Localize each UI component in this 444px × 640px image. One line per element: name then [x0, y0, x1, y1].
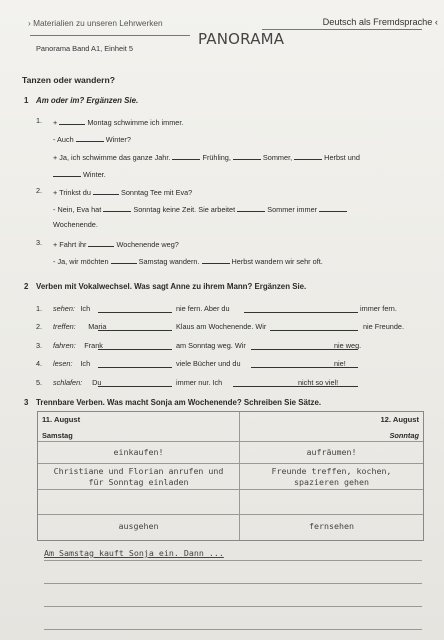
table-rule [38, 441, 423, 442]
answer-blank[interactable] [53, 168, 81, 177]
ex1-item-1-line-4: Winter. [53, 168, 106, 179]
answer-blank[interactable] [244, 304, 358, 313]
ex1-item-1-line-2: - Auch Winter? [53, 135, 131, 144]
writing-line[interactable] [44, 629, 422, 630]
exercise-3-heading: Trennbare Verben. Was macht Sonja am Wochenende? Schreiben Sie Sätze. [36, 398, 322, 407]
ex2-row-end: nie Freunde. [363, 322, 404, 331]
writing-line[interactable] [44, 560, 422, 561]
exercise-2-number: 2 [24, 282, 29, 291]
answer-blank[interactable] [294, 151, 322, 160]
ex1-item-2-line-2: - Nein, Eva hat Sonntag keine Zeit. Sie arbeitet Sommer immer [53, 203, 347, 214]
table-rule [38, 514, 423, 515]
answer-blank[interactable] [172, 151, 200, 160]
exercise-3-number: 3 [24, 398, 29, 407]
answer-blank[interactable] [98, 304, 172, 313]
right-day: Sonntag [389, 431, 419, 440]
left-day: Samstag [42, 431, 73, 440]
left-cell-4: ausgehen [118, 521, 159, 531]
header-left-text: › Materialien zu unseren Lehrwerken [28, 18, 163, 28]
exercise-2-heading: Verben mit Vokalwechsel. Was sagt Anne zu ihrem Mann? Ergänzen Sie. [36, 282, 307, 291]
ex2-row-middle: Klaus am Wochenende. Wir [176, 322, 267, 331]
ex2-row-end: nie weg. [334, 341, 362, 350]
ex2-row-verb: treffen: [53, 322, 76, 331]
ex1-item-3-line-2: - Ja, wir möchten Samstag wandern. Herbst wandern wir sehr oft. [53, 257, 323, 266]
left-cell-2: Christiane und Florian anrufen und für Sonntag einladen [53, 466, 224, 487]
exercise-1-heading: Am oder im? Ergänzen Sie. [36, 96, 139, 105]
ex2-row-number: 5. [36, 378, 43, 387]
ex2-row-subject: Ich [80, 304, 91, 313]
ex2-blank-1 [98, 304, 172, 315]
ex1-item-2-number: 2. [36, 186, 43, 195]
answer-blank[interactable] [98, 322, 172, 331]
answer-blank[interactable] [270, 322, 358, 331]
ex2-blank-2 [244, 304, 358, 315]
answer-blank[interactable] [98, 378, 172, 387]
ex2-row-number: 3. [36, 341, 43, 350]
ex2-blank-1 [98, 322, 172, 333]
ex2-row-middle: immer nur. Ich [176, 378, 223, 387]
ex2-row-subject: Ich [80, 359, 91, 368]
left-cell-1: einkaufen! [113, 447, 164, 457]
ex2-row-number: 2. [36, 322, 43, 331]
right-date: 12. August [380, 415, 419, 424]
ex2-row-subject: Du [92, 378, 102, 387]
answer-blank[interactable] [59, 116, 85, 125]
answer-blank[interactable] [111, 255, 137, 264]
header-rule-left [30, 35, 190, 36]
ex2-row-end: nicht so viel! [298, 378, 339, 387]
answer-blank[interactable] [233, 378, 359, 387]
answer-blank[interactable] [93, 186, 119, 195]
ex2-row-subject: Frank [84, 341, 103, 350]
ex2-row-verb: schlafen: [53, 378, 83, 387]
weekend-plan-table [37, 411, 424, 541]
right-cell-1: aufräumen! [306, 447, 357, 457]
answer-blank[interactable] [76, 133, 104, 142]
left-date: 11. August [42, 415, 81, 424]
ex2-row-middle: viele Bücher und du [176, 359, 241, 368]
writing-line[interactable] [44, 583, 422, 584]
ex2-row-verb: sehen: [53, 304, 75, 313]
example-answer: Am Samstag kauft Sonja ein. Dann ... [44, 548, 224, 558]
ex2-row-verb: lesen: [53, 359, 73, 368]
table-rule [38, 463, 423, 464]
answer-blank[interactable] [202, 255, 230, 264]
ex2-blank-1 [98, 378, 172, 389]
ex2-row-middle: am Sonntag weg. Wir [176, 341, 246, 350]
answer-blank[interactable] [88, 238, 114, 247]
header-band-text: Panorama Band A1, Einheit 5 [36, 44, 133, 53]
ex2-row-middle: nie fern. Aber du [176, 304, 230, 313]
right-cell-4: fernsehen [309, 521, 354, 531]
ex1-item-1-number: 1. [36, 116, 43, 125]
answer-blank[interactable] [103, 203, 131, 212]
brand-logo: PANORAMA [198, 30, 285, 48]
ex2-row-subject: Maria [88, 322, 107, 331]
ex1-item-3-number: 3. [36, 238, 43, 247]
ex2-row-number: 4. [36, 359, 43, 368]
answer-blank[interactable] [98, 341, 172, 350]
ex1-item-1-line-3: + Ja, ich schwimme das ganze Jahr. Frühling, Sommer, Herbst und [53, 153, 360, 162]
answer-blank[interactable] [319, 203, 347, 212]
ex1-item-2-line-3: Wochenende. [53, 220, 98, 229]
ex2-row-verb: fahren: [53, 341, 76, 350]
exercise-1-number: 1 [24, 96, 29, 105]
header-right-text: Deutsch als Fremdsprache ‹ [322, 17, 438, 27]
ex1-item-1-line-1: + Montag schwimme ich immer. [53, 118, 184, 127]
table-rule [38, 489, 423, 490]
ex2-blank-2 [270, 322, 358, 333]
ex2-blank-1 [98, 359, 172, 370]
page-title: Tanzen oder wandern? [22, 75, 115, 85]
ex2-row-number: 1. [36, 304, 43, 313]
ex2-blank-1 [98, 341, 172, 352]
right-cell-2: Freunde treffen, kochen, spazieren gehen [271, 466, 392, 487]
answer-blank[interactable] [237, 203, 265, 212]
answer-blank[interactable] [98, 359, 172, 368]
ex1-item-2-line-1: + Trinkst du Sonntag Tee mit Eva? [53, 188, 193, 197]
ex2-row-end: nie! [334, 359, 346, 368]
ex2-blank-2 [233, 378, 359, 389]
answer-blank[interactable] [233, 151, 261, 160]
writing-line[interactable] [44, 606, 422, 607]
ex1-item-3-line-1: + Fahrt ihr Wochenende weg? [53, 240, 179, 249]
ex2-row-end: immer fern. [360, 304, 397, 313]
header-rule-right [262, 29, 422, 30]
